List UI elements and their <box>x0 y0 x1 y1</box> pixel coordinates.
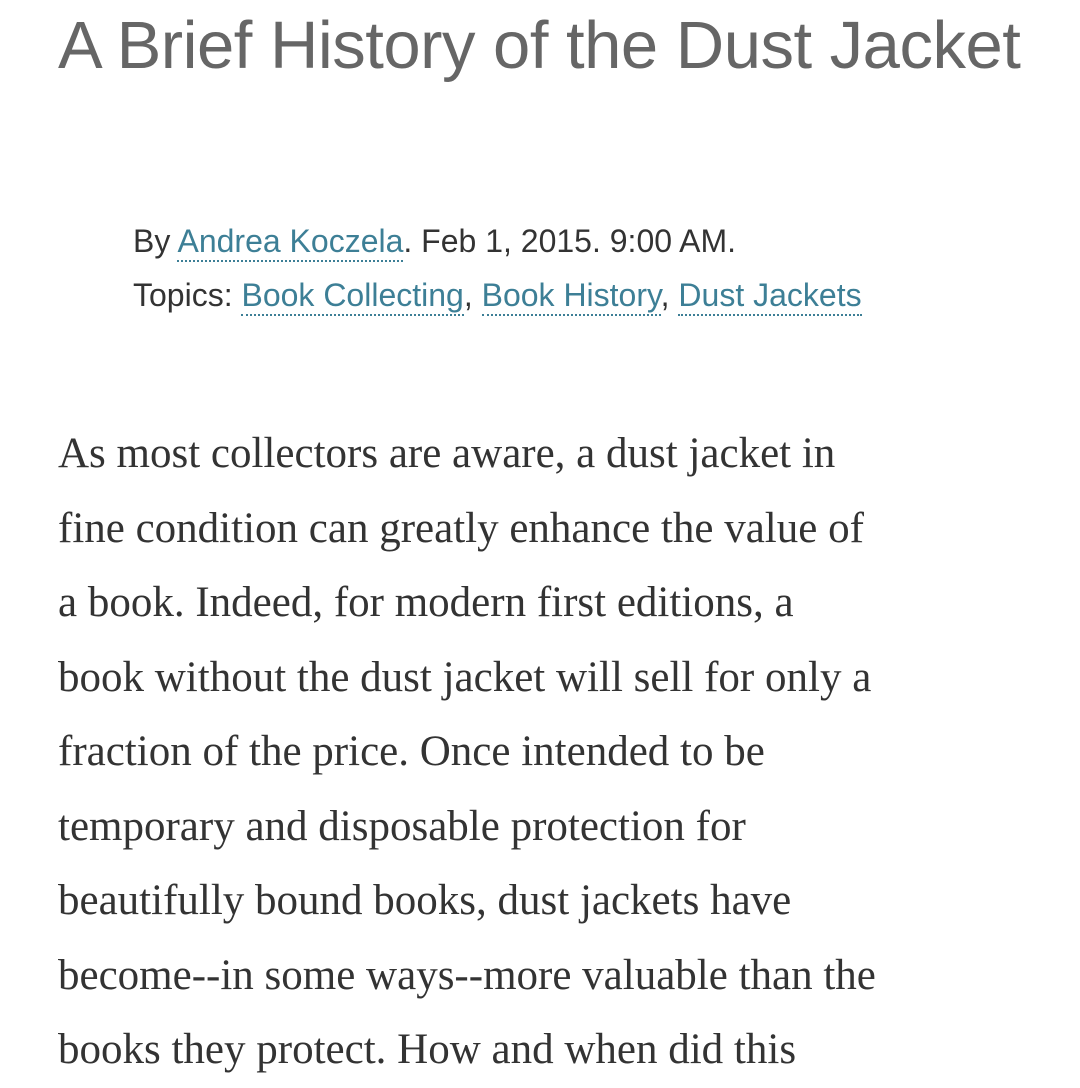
topic-separator: , <box>463 277 473 313</box>
body-line: beautifully bound books, dust jackets have <box>58 877 792 924</box>
byline-by-label: By <box>133 223 171 259</box>
body-line: become--in some ways--more valuable than the <box>58 951 876 999</box>
topics-label: Topics: <box>133 277 233 313</box>
topics <box>133 268 1053 322</box>
topic-link-book-collecting[interactable]: Book Collecting <box>241 277 463 316</box>
topic-separator: , <box>660 277 670 313</box>
body-line: books they protect. How and when did this <box>58 1026 797 1073</box>
topic-link-book-history[interactable]: Book History <box>482 277 661 316</box>
article-title: A Brief History of the Dust Jacket <box>58 8 1021 83</box>
body-line: temporary and disposable protection for <box>58 802 746 850</box>
byline <box>133 214 1053 268</box>
body-line: fraction of the price. Once intended to be <box>58 728 765 775</box>
body-line: a book. Indeed, for modern first editions, a <box>58 579 794 626</box>
article-body <box>58 417 1048 1088</box>
body-line: fine condition can greatly enhance the value of <box>58 504 864 552</box>
author-link[interactable]: Andrea Koczela <box>177 223 403 262</box>
body-line: As most collectors are aware, a dust jacket in <box>58 430 836 477</box>
body-line: book without the dust jacket will sell for only a <box>58 653 872 701</box>
byline-date: . Feb 1, 2015. 9:00 AM. <box>403 223 737 259</box>
article-meta <box>133 214 1053 322</box>
topic-link-dust-jackets[interactable]: Dust Jackets <box>678 277 861 316</box>
